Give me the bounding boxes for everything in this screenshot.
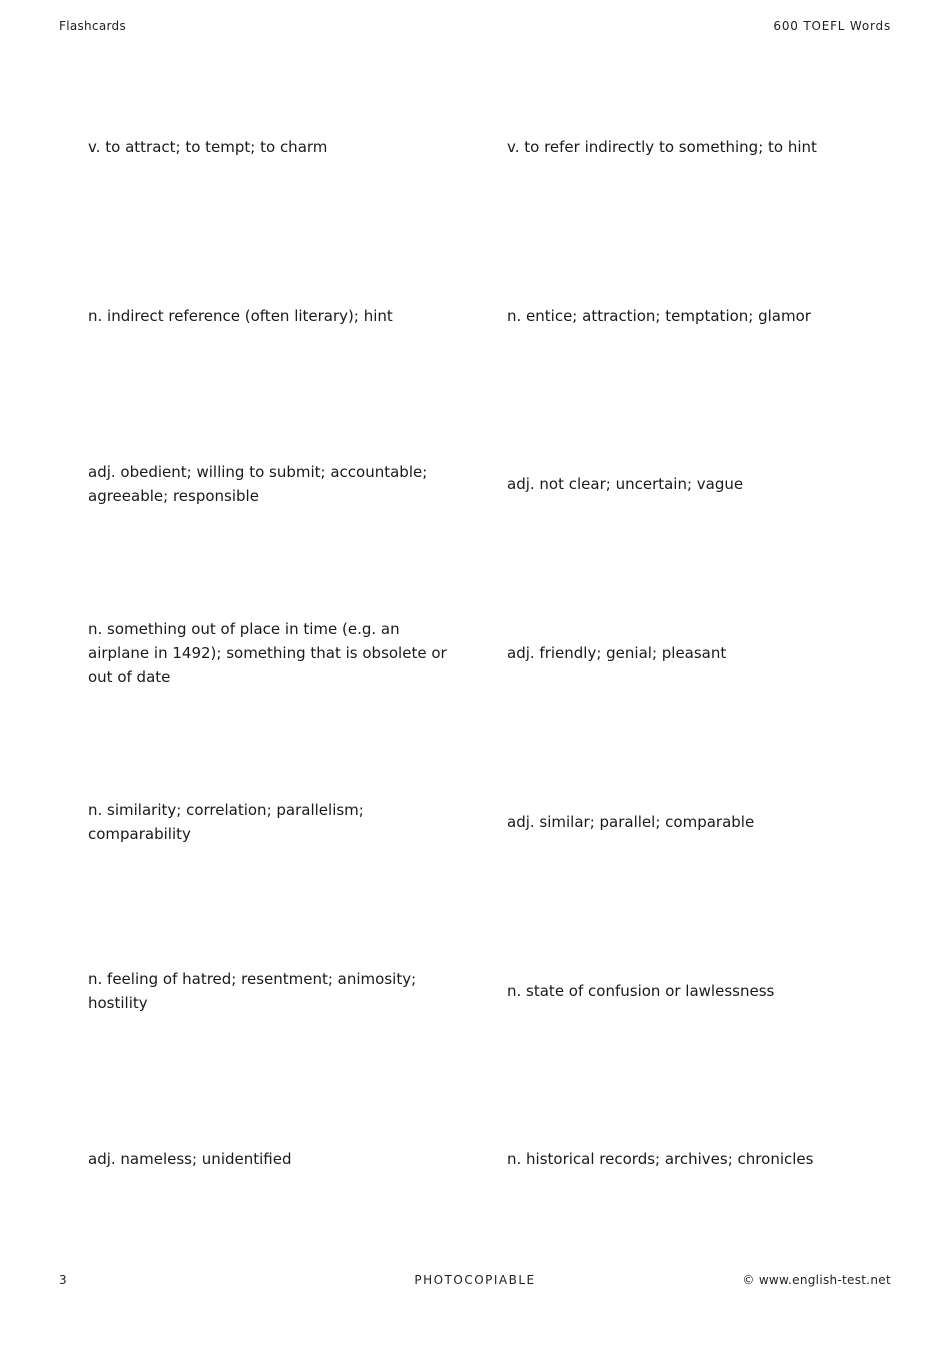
- definition-text: n. historical records; archives; chronicles: [507, 1149, 814, 1168]
- definition-text: n. state of confusion or lawlessness: [507, 981, 775, 1000]
- photocopiable-notice: PHOTOCOPIABLE: [414, 1273, 536, 1287]
- definition-text: n. something out of place in time (e.g. an airplane in 1492); something that is obsolete or out of date: [88, 619, 447, 686]
- flashcard-definition: [88, 62, 448, 231]
- definition-text: adj. nameless; unidentified: [88, 1149, 292, 1168]
- flashcard-definition: [88, 906, 448, 1075]
- definition-text: adj. obedient; willing to submit; accountable; agreeable; responsible: [88, 462, 428, 505]
- page-number: 3: [59, 1273, 67, 1287]
- definition-text: n. entice; attraction; temptation; glamor: [507, 306, 811, 325]
- header-book-title: 600 TOEFL Words: [773, 19, 891, 33]
- flashcard-definition: [88, 231, 448, 400]
- definition-text: n. feeling of hatred; resentment; animosity; hostility: [88, 969, 417, 1012]
- flashcard-definition: [507, 62, 867, 231]
- flashcard-definition: [507, 231, 867, 400]
- flashcard-definition: [88, 737, 448, 906]
- flashcard-definition: [507, 568, 867, 737]
- definition-text: v. to refer indirectly to something; to hint: [507, 137, 817, 156]
- flashcard-definition: [88, 1074, 448, 1243]
- definition-text: adj. similar; parallel; comparable: [507, 812, 755, 831]
- copyright-website: © www.english-test.net: [742, 1273, 891, 1287]
- flashcard-definition: [507, 737, 867, 906]
- definition-text: n. indirect reference (often literary); hint: [88, 306, 393, 325]
- definition-text: adj. not clear; uncertain; vague: [507, 474, 744, 493]
- flashcard-definition: [507, 399, 867, 568]
- definition-text: adj. friendly; genial; pleasant: [507, 643, 727, 662]
- flashcard-definition: [507, 906, 867, 1075]
- definition-text: n. similarity; correlation; parallelism; comparability: [88, 800, 364, 843]
- header-title: Flashcards: [59, 19, 126, 33]
- flashcard-definition: [88, 568, 448, 737]
- flashcard-definition: [88, 399, 448, 568]
- definition-text: v. to attract; to tempt; to charm: [88, 137, 328, 156]
- flashcard-definition: [507, 1074, 867, 1243]
